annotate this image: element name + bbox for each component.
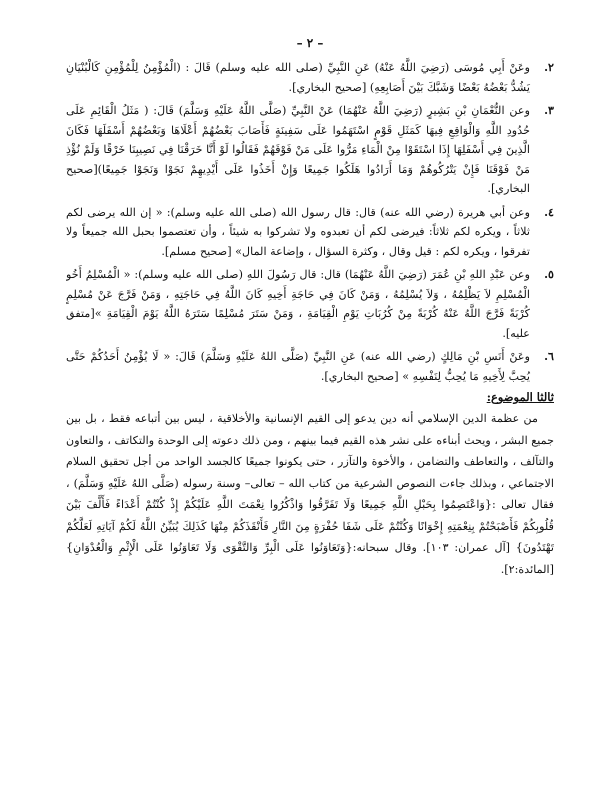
- hadith-item: [66, 58, 554, 97]
- body-paragraph: من عظمة الدين الإسلامي أنه دين يدعو إلى القيم الإنسانية والأخلاقية ، ليس بين أتباعه فقط ، بل بين جميع البشر ، ويحث أبناءه على نشر هذه القيم فيما بينهم ، ومن ذلك دعوته إلى الوحدة والتكاتف ، والتعاون والتآلف ، والتعاطف والتضامن ، والأخوة والتآزر ، حتى يكونوا جميعًا كالجسد الواحد من أجل تحقيق السلام الاجتماعي ، وبذلك جاءت النصوص الشرعية من كتاب الله – تعالى– وسنة رسوله (صَلَّى اللهُ عَلَيْهِ وَسَلَّمَ) ، فقال تعالى :{وَاعْتَصِمُوا بِحَبْلِ اللَّهِ جَمِيعًا وَلَا تَفَرَّقُوا وَاذْكُرُوا نِعْمَتَ اللَّهِ عَلَيْكُمْ إِذْ كُنْتُمْ أَعْدَاءً فَأَلَّفَ بَيْنَ قُلُوبِكُمْ فَأَصْبَحْتُمْ بِنِعْمَتِهِ إِخْوَانًا وَكُنْتُمْ عَلَى شَفَا حُفْرَةٍ مِنَ النَّارِ فَأَنْقَذَكُمْ مِنْهَا كَذَلِكَ يُبَيِّنُ اللَّهُ لَكُمْ آيَاتِهِ لَعَلَّكُمْ تَهْتَدُونَ} [آل عمران: ١٠٣]. وقال سبحانه:{وَتَعَاوَنُوا عَلَى الْبِرِّ وَالتَّقْوَى وَلَا تَعَاوَنُوا عَلَى الْإِثْمِ وَالْعُدْوَانِ} [المائدة:٢].: [66, 412, 554, 576]
- hadith-text: وعن النُّعْمَانِ بْنِ بَشِيرٍ (رَضِيَ اللَّهُ عَنْهُمَا) عَنْ النَّبِيِّ (صَلَّى اللَّهُ عَلَيْهِ وَسَلَّمَ) قَالَ: ( مَثَلُ الْقَائِمِ عَلَى حُدُودِ اللَّهِ وَالْوَاقِعِ فِيهَا كَمَثَلِ قَوْمٍ اسْتَهَمُوا عَلَى سَفِينَةٍ فَأَصَابَ بَعْضُهُمْ أَعْلَاهَا وَبَعْضُهُمْ أَسْفَلَهَا فَكَانَ الَّذِينَ فِي أَسْفَلِهَا إِذَا اسْتَقَوْا مِنْ الْمَاءِ مَرُّوا عَلَى مَنْ فَوْقَهُمْ فَقَالُوا لَوْ أَنَّا خَرَقْنَا فِي نَصِيبِنَا خَرْقًا وَلَمْ نُؤْذِ مَنْ فَوْقَنَا فَإِنْ يَتْرُكُوهُمْ وَمَا أَرَادُوا هَلَكُوا جَمِيعًا وَإِنْ أَخَذُوا عَلَى أَيْدِيهِمْ نَجَوْا وَنَجَوْا جَمِيعًا)[صحيح البخاري].: [66, 104, 530, 195]
- document-page: [66, 36, 554, 776]
- hadith-number: ٦.: [544, 349, 554, 363]
- hadith-item: [66, 347, 554, 386]
- page-number: – ٢ –: [296, 36, 324, 50]
- hadith-item: [66, 265, 554, 343]
- hadith-number: ٥.: [544, 267, 554, 281]
- hadith-text: وعن عَبْدِ اللهِ بْنِ عُمَرَ (رَضِيَ اللَّهُ عَنْهُمَا) قال: قال رَسُولَ اللهِ (صلى الله عليه وسلم): « الْمُسْلِمُ أَخُو الْمُسْلِمِ لاَ يَظْلِمُهُ ، وَلاَ يُسْلِمُهُ ، وَمَنْ كَانَ فِي حَاجَةِ أَخِيهِ كَانَ اللَّهُ فِي حَاجَتِهِ ، وَمَنْ فَرَّجَ عَنْ مُسْلِمٍ كُرْبَةً فَرَّجَ اللَّهُ عَنْهُ كُرْبَةً مِنْ كُرُبَاتِ يَوْمِ الْقِيَامَةِ ، وَمَنْ سَتَرَ مُسْلِمًا سَتَرَهُ اللَّهُ يَوْمَ الْقِيَامَةِ »[متفق عليه].: [66, 268, 530, 340]
- hadith-number: ٣.: [544, 103, 554, 117]
- hadith-item: [66, 101, 554, 199]
- hadith-item: [66, 203, 554, 262]
- hadith-text: وعن أبي هريرة (رضي الله عنه) قال: قال رسول الله (صلى الله عليه وسلم): « إن الله يرضى لكم ثلاثاً ، ويكره لكم ثلاثاً: فيرضى لكم أن تعبدوه ولا تشركوا به شيئاً ، وأن تعتصموا بحبل الله جميعاً ولا تفرقوا ، ويكره لكم : قيل وقال ، وكثرة السؤال ، وإضاعة المال» [صحيح مسلم].: [66, 205, 530, 258]
- hadith-text: وعَنْ أَنَسِ بْنِ مَالِكٍ (رضي الله عنه) عَنِ النَّبِيِّ (صَلَّى اللهُ عَلَيْهِ وَسَلَّمَ) قَالَ: « لَا يُؤْمِنُ أَحَدُكُمْ حَتَّى يُحِبَّ لِأَخِيهِ مَا يُحِبُّ لِنَفْسِهِ » [صحيح البخاري].: [66, 350, 530, 383]
- hadith-number: ٤.: [544, 204, 554, 219]
- hadith-text: وعَنْ أَبِي مُوسَى (رَضِيَ اللَّهُ عَنْهُ) عَنِ النَّبِيِّ (صلى الله عليه وسلم) قَالَ : (الْمُؤْمِنُ لِلْمُؤْمِنِ كَالْبُنْيَانِ يَشُدُّ بَعْضُهُ بَعْضًا وَشَبَّكَ بَيْنَ أَصَابِعِهِ) [صحيح البخاري].: [66, 61, 530, 94]
- section-heading: ثالثا الموضوع:: [486, 390, 554, 404]
- hadith-number: ٢.: [544, 60, 554, 74]
- hadith-list: [66, 58, 554, 386]
